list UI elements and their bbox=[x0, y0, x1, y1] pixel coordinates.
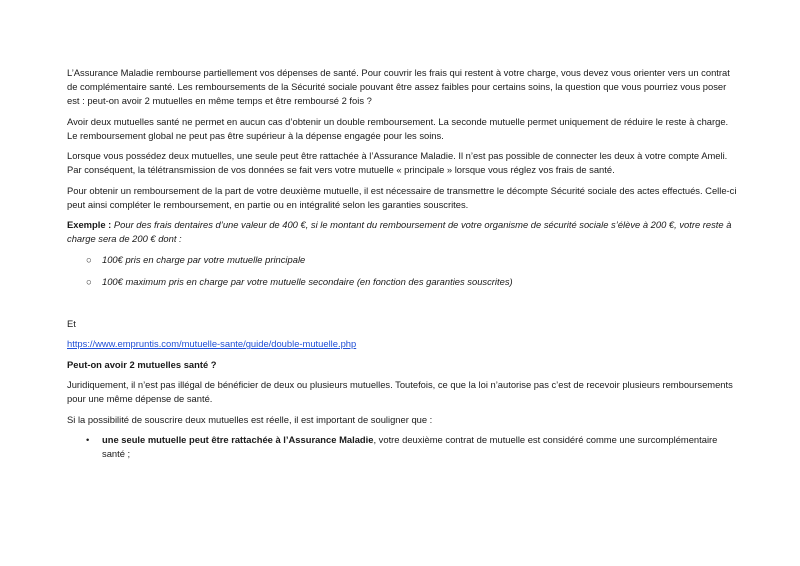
final-list bbox=[67, 433, 737, 461]
section-heading: Peut-on avoir 2 mutuelles santé ? bbox=[67, 358, 217, 370]
example-list bbox=[67, 253, 737, 289]
paragraph-link bbox=[67, 337, 737, 351]
hollow-bullet-icon: ○ bbox=[86, 275, 92, 287]
paragraph-legal: Juridiquement, il n’est pas illégal de bénéficier de deux ou plusieurs mutuelles. Toutefois, ce que la loi n’autorise pas c’est de recevoir plusieurs remboursements pour une même dépense de santé. bbox=[67, 379, 733, 404]
example-text: Pour des frais dentaires d’une valeur de 400 €, si le montant du remboursement de votre organisme de sécurité sociale s’élève à 200 €, votre reste à charge sera de 200 € dont : bbox=[67, 219, 732, 244]
list-item-bold-text: une seule mutuelle peut être rattachée à l’Assurance Maladie bbox=[102, 434, 374, 445]
list-item-text: 100€ pris en charge par votre mutuelle principale bbox=[102, 253, 306, 265]
list-item bbox=[67, 275, 737, 289]
paragraph-ameli-connection: Lorsque vous possédez deux mutuelles, une seule peut être rattachée à l’Assurance Maladie. Il n’est pas possible de connecter les deux à votre compte Ameli. Par conséquent, la télétransmission de vos données se fait vers votre mutuelle « principale » lorsque vous réglez vos frais de santé. bbox=[67, 150, 728, 175]
solid-bullet-icon: • bbox=[86, 434, 90, 445]
paragraph-intro: L’Assurance Maladie rembourse partiellement vos dépenses de santé. Pour couvrir les frais qui restent à votre charge, vous devez vous orienter vers un contrat de complémentaire santé. Les remboursements de la Sécurité sociale pouvant être assez faibles pour certains soins, la question que vous pourriez vous poser est : peut-on avoir 2 mutuelles en même temps et être remboursé 2 fois ? bbox=[67, 67, 730, 106]
paragraph-second-mutual: Pour obtenir un remboursement de la part de votre deuxième mutuelle, il est nécessaire de transmettre le décompte Sécurité sociale des actes effectués. Celle-ci peut ainsi compléter le remboursement, en partie ou en intégralité selon les garanties souscrites. bbox=[67, 184, 737, 210]
list-item bbox=[67, 253, 737, 267]
spacer bbox=[67, 297, 737, 317]
hollow-bullet-icon: ○ bbox=[86, 253, 92, 265]
list-item-text: , votre deuxième contrat de mutuelle est considéré comme une surcomplémentaire santé ; bbox=[102, 434, 718, 459]
paragraph-no-double-reimbursement: Avoir deux mutuelles santé ne permet en aucun cas d’obtenir un double remboursement. La seconde mutuelle permet uniquement de réduire le reste à charge. Le remboursement global ne peut pas être supérieur à la dépense engagée pour les soins. bbox=[67, 115, 729, 141]
source-link[interactable]: https://www.empruntis.com/mutuelle-sante/guide/double-mutuelle.php bbox=[67, 338, 357, 349]
list-item-text: 100€ maximum pris en charge par votre mutuelle secondaire (en fonction des garanties souscrites) bbox=[102, 275, 513, 287]
document-page bbox=[67, 66, 737, 467]
paragraph-possibility: Si la possibilité de souscrire deux mutuelles est réelle, il est important de souligner que : bbox=[67, 413, 433, 425]
example-label: Exemple : bbox=[67, 219, 112, 230]
list-item bbox=[67, 433, 737, 461]
paragraph-example bbox=[67, 218, 737, 246]
paragraph-et: Et bbox=[67, 317, 76, 329]
